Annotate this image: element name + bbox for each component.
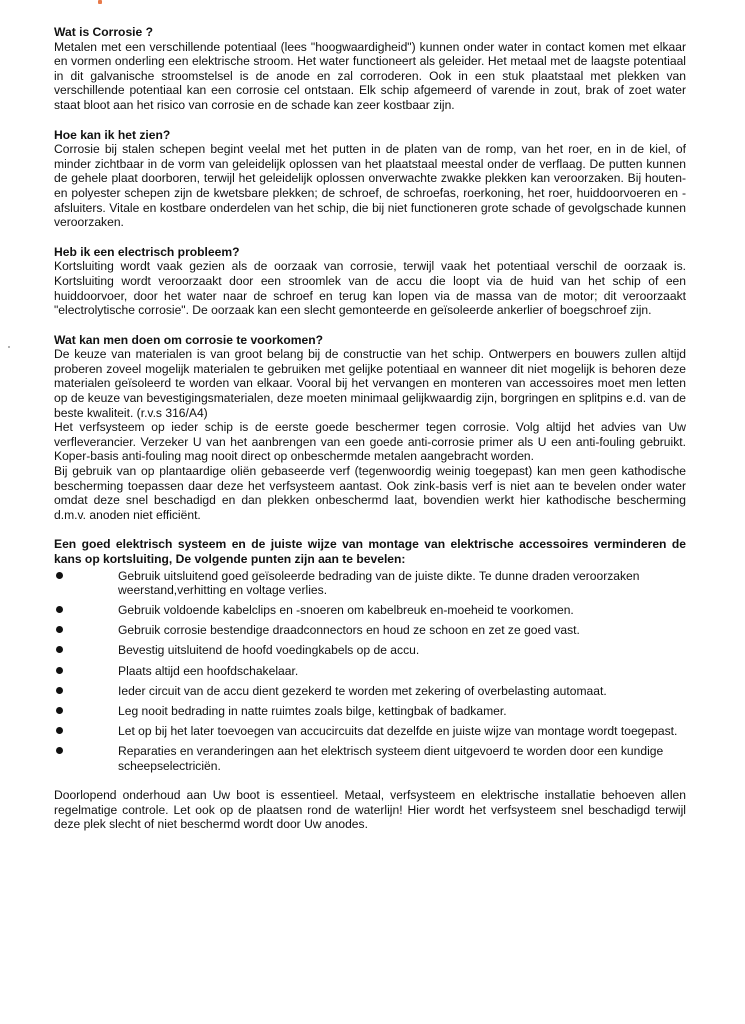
list-item-text: Plaats altijd een hoofdschakelaar. xyxy=(118,663,299,678)
list-item xyxy=(54,744,686,773)
bullet-icon xyxy=(56,606,63,613)
section-paragraph: Bij gebruik van op plantaardige oliën gebaseerde verf (tegenwoordig weinig toegepast) kan men geen kathodische bescherming toepassen daar deze het verfsysteem aantast. Ook zink-basis verf is niet aan te bevelen onder water omdat deze snel beschadigd en dan plekken onbeschermd laat, bovendien werkt hier kathodische bescherming d.m.v. anoden niet efficiënt. xyxy=(54,464,686,522)
list-item-text: Gebruik corrosie bestendige draadconnectors en houd ze schoon en zet ze goed vast. xyxy=(118,623,580,638)
section-paragraph: Het verfsysteem op ieder schip is de eerste goede beschermer tegen corrosie. Volg altijd het advies van Uw verfleverancier. Verzeker U van het aanbrengen van een goede anti-corrosie primer als U een anti-fouling gebruikt. Koper-basis anti-fouling mag nooit direct op onbeschermde metalen aangebracht worden. xyxy=(54,420,686,464)
list-item-text: Gebruik uitsluitend goed geïsoleerde bedrading van de juiste dikte. Te dunne draden veroorzaken weerstand,verhitting en voltage verlies. xyxy=(118,568,640,598)
list-item-text: Bevestig uitsluitend de hoofd voedingkabels op de accu. xyxy=(118,643,420,658)
bullet-icon xyxy=(56,626,63,633)
section-paragraph: De keuze van materialen is van groot belang bij de constructie van het schip. Ontwerpers en bouwers zullen altijd proberen zoveel mogelijk materialen te gebruiken met gelijke potentiaal en wanneer dit niet mogelijk is behoren deze materialen geïsoleerd te worden van elkaar. Vooral bij het vervangen en monteren van accessoires moet men letten op de keuze van bevestigingsmaterialen, deze moeten minimaal gelijkwaardig zijn, borgringen en splitpins e.d. van de beste kwaliteit. (r.v.s 316/A4) xyxy=(54,347,686,420)
recommendation-list xyxy=(54,569,686,774)
document-body xyxy=(54,25,686,847)
bullet-icon xyxy=(56,572,63,579)
list-item xyxy=(54,623,686,638)
list-item xyxy=(54,704,686,719)
section-heading: Wat kan men doen om corrosie te voorkomen? xyxy=(54,332,324,347)
section-heading: Hoe kan ik het zien? xyxy=(54,127,171,142)
bullet-icon xyxy=(56,687,63,694)
closing-paragraph: Doorlopend onderhoud aan Uw boot is essentieel. Metaal, verfsysteem en elektrische installatie behoeven allen regelmatige controle. Let ook op de plaatsen rond de waterlijn! Hier wordt het verfsysteem snel beschadigd terwijl deze plek slecht of niet beschermd wordt door Uw anodes. xyxy=(54,788,686,832)
list-item xyxy=(54,643,686,658)
bullet-icon xyxy=(56,707,63,714)
section-wat-is-corrosie xyxy=(54,25,686,113)
section-paragraph: Metalen met een verschillende potentiaal (lees "hoogwaardigheid") kunnen onder water in contact komen met elkaar en vormen onderling een elektrische stroom. Het water functioneert als geleider. Het metaal met de laagste potentiaal in dit galvanische stroomstelsel is de anode en zal corroderen. Ook in een stuk plaatstaal met plekken van verschillende potentiaal kan een corrosie cel ontstaan. Elk schip afgemeerd of varende in zout, brak of zoet water staat bloot aan het risico van corrosie en de schade kan zeer kostbaar zijn. xyxy=(54,39,686,112)
section-hoe-kan-ik-het-zien xyxy=(54,128,686,230)
bullet-icon xyxy=(56,667,63,674)
scan-speck xyxy=(8,346,10,348)
section-heading: Wat is Corrosie ? xyxy=(54,25,154,39)
section-electrisch-probleem xyxy=(54,245,686,318)
list-item-text: Gebruik voldoende kabelclips en -snoeren om kabelbreuk en-moeheid te voorkomen. xyxy=(118,603,574,618)
electrical-intro: Een goed elektrisch systeem en de juiste wijze van montage van elektrische accessoires verminderen de kans op kortsluiting, De volgende punten zijn aan te bevelen: xyxy=(54,537,686,566)
list-item-text: Ieder circuit van de accu dient gezekerd te worden met zekering of overbelasting automaat. xyxy=(118,683,607,698)
bullet-icon xyxy=(56,727,63,734)
list-item xyxy=(54,724,686,739)
section-heading: Heb ik een electrisch probleem? xyxy=(54,244,240,259)
section-elektrisch-systeem xyxy=(54,537,686,773)
scan-mark xyxy=(98,0,102,4)
list-item-text: Reparaties en veranderingen aan het elektrisch systeem dient uitgevoerd te worden door een kundige scheepselectriciën. xyxy=(118,743,664,773)
list-item xyxy=(54,569,686,598)
section-onderhoud xyxy=(54,788,686,832)
list-item-text: Leg nooit bedrading in natte ruimtes zoals bilge, kettingbak of badkamer. xyxy=(118,703,507,718)
section-paragraph: Kortsluiting wordt vaak gezien als de oorzaak van corrosie, terwijl vaak het potentiaal verschil de oorzaak is. Kortsluiting wordt veroorzaakt door een stroomlek van de accu die loopt via de huid van het schip of een huiddoorvoer, door het water naar de schroef en terug kan lopen via de massa van de motor; dit veroorzaakt "electrolytische corrosie". De oorzaak kan een slecht gemonteerde en geïsoleerde ankerlier of boegschroef zijn. xyxy=(54,259,686,318)
list-item xyxy=(54,664,686,679)
list-item xyxy=(54,603,686,618)
bullet-icon xyxy=(56,747,63,754)
section-paragraph: Corrosie bij stalen schepen begint veelal met het putten in de platen van de romp, van het roer, en in de kiel, of minder zichtbaar in de vorm van geleidelijk oplossen van het plaatstaal meestal onder de verflaag. De putten kunnen de gehele plaat doorboren, terwijl het geleidelijk oplossen onverwachte zwakke plekken kan veroorzaken. Bij houten- en polyester schepen zijn de kwetsbare plekken; de schroef, de schroefas, roerkoning, het roer, huiddoorvoeren en -afsluiters. Vitale en kostbare onderdelen van het schip, die bij niet functioneren grote schade of gevolgschade kunnen veroorzaken. xyxy=(54,142,686,230)
bullet-icon xyxy=(56,646,63,653)
list-item-text: Let op bij het later toevoegen van accucircuits dat dezelfde en juiste wijze van montage wordt toegepast. xyxy=(118,723,678,738)
section-voorkomen xyxy=(54,333,686,523)
list-item xyxy=(54,684,686,699)
